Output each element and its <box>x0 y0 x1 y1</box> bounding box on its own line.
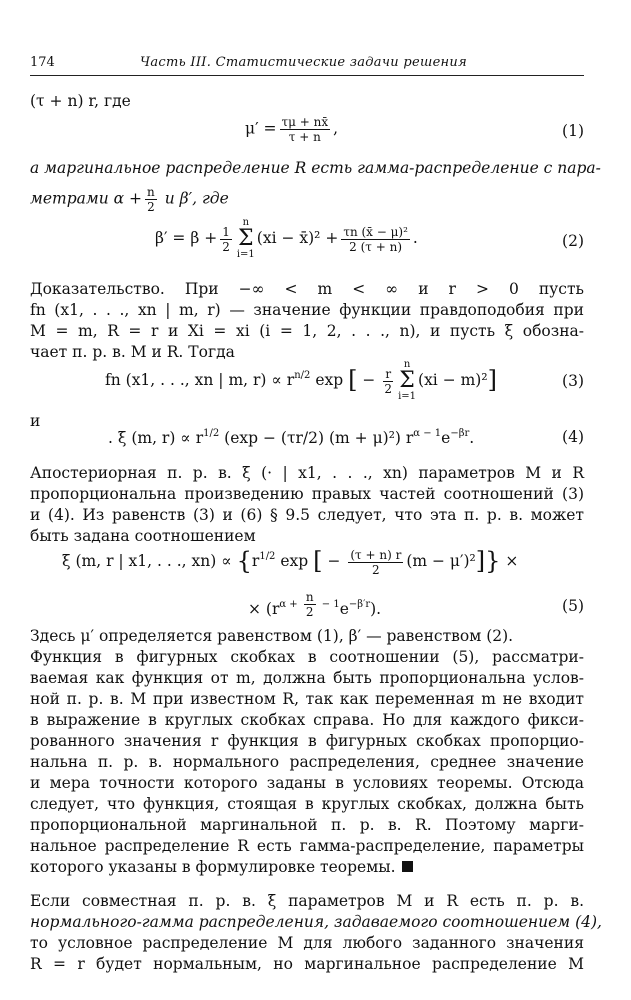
end-of-proof-icon <box>402 861 413 872</box>
text-line: пропорциональна произведению правых частей соотношений (3) <box>30 485 584 503</box>
equation-4: . ξ (m, $r) \propto r^{1/2}$ (exp − (τr/2) (m + μ)²) $r^{\alpha - 1}e^{-\beta r}$. <box>108 428 475 447</box>
text-line: и (4). Из равенств (3) и (6) § 9.5 следует, что эта п. р. в. может <box>30 506 584 524</box>
text-line: (τ + n) r, где <box>30 92 131 110</box>
text-line: Функция в фигурных скобках в соотношении (5), рассматри- <box>30 648 584 666</box>
text-line: то условное распределение M для любого заданного значения <box>30 934 584 952</box>
text-line: нальное распределение R есть гамма-распределение, параметры <box>30 837 584 855</box>
text-line: нормального-гамма распределения, задаваемого соотношением (4), <box>30 913 602 931</box>
running-title: Часть III. Статистические задачи решения <box>140 55 468 70</box>
text-line: Доказательство. При −∞ < m < ∞ и r > 0 пусть <box>30 280 584 298</box>
text-line: M = m, R = r и Xi = xi (i = 1, 2, . . ., n), и пусть ξ обозна- <box>30 322 584 340</box>
text-line: и <box>30 412 41 430</box>
text-line: ной п. р. в. M при известном R, так как переменная m не входит <box>30 690 584 708</box>
text-line: которого указаны в формулировке теоремы. <box>30 856 584 878</box>
text-line: нальна п. р. в. нормального распределения, среднее значение <box>30 753 584 771</box>
text-line: пропорциональной маргинальной п. р. в. R. Поэтому марги- <box>30 816 584 834</box>
equation-1: μ′ = $\frac{\tau\mu + nx̄}{\tau + n}$ , <box>245 115 339 144</box>
text-line: метрами α + $\frac{n}{2}$ и β′, где <box>30 185 229 214</box>
text-line: ваемая как функция от m, должна быть пропорциональна услов- <box>30 669 584 687</box>
text-line: в выражение в круглых скобках справа. Но для каждого фикси- <box>30 711 584 729</box>
equation-label-4: (4) <box>562 428 584 446</box>
equation-2: β′ = β + $\frac{1}{2}$ n Σ i=1(xi − x̄)² + $\frac{\text{τn (x̄ − μ)²}}{2 (\tau + n)}$ . <box>155 217 418 260</box>
text-line: R = r будет нормальным, но маргинальное распределение M <box>30 955 584 973</box>
text-line: следует, что функция, стоящая в круглых скобках, должна быть <box>30 795 584 813</box>
equation-label-5: (5) <box>562 597 584 615</box>
running-header <box>30 55 584 76</box>
text-line: fn (x1, . . ., xn | m, r) — значение функции правдоподобия при <box>30 301 584 319</box>
equation-5b: × $(r^{\alpha + \frac{n}{2} - 1}e^{-\beta'r})$. <box>248 590 382 619</box>
equation-3: fn (x1, . . ., xn | m, $r) \propto r^{n/2}$ exp [ − $\frac{r}{2}$ n Σ i=1(xi − m)²] <box>105 359 497 402</box>
equation-5a: ξ (m, r | x1, . . ., $xn) \propto \{r^{1/2}$ exp [ − $\frac{(\tau + n) r}{2}$ (m − μ′)²]} × <box>62 547 519 577</box>
text-line: быть задана соотношением <box>30 527 256 545</box>
text-line: Если совместная п. р. в. ξ параметров M и R есть п. р. в. <box>30 892 584 910</box>
text-line: Здесь μ′ определяется равенством (1), β′ — равенством (2). <box>30 627 514 645</box>
text-line: а маргинальное распределение R есть гамма-распределение с пара- <box>30 159 601 177</box>
equation-label-3: (3) <box>562 372 584 390</box>
page-number: 174 <box>30 55 55 70</box>
equation-label-2: (2) <box>562 232 584 250</box>
text-line: чает п. р. в. M и R. Тогда <box>30 343 235 361</box>
text-line: Апостериорная п. р. в. ξ (· | x1, . . ., xn) параметров M и R <box>30 464 584 482</box>
text-line: и мера точности которого заданы в условиях теоремы. Отсюда <box>30 774 584 792</box>
text-line: рованного значения r функция в фигурных скобках пропорцио- <box>30 732 584 750</box>
equation-label-1: (1) <box>562 122 584 140</box>
